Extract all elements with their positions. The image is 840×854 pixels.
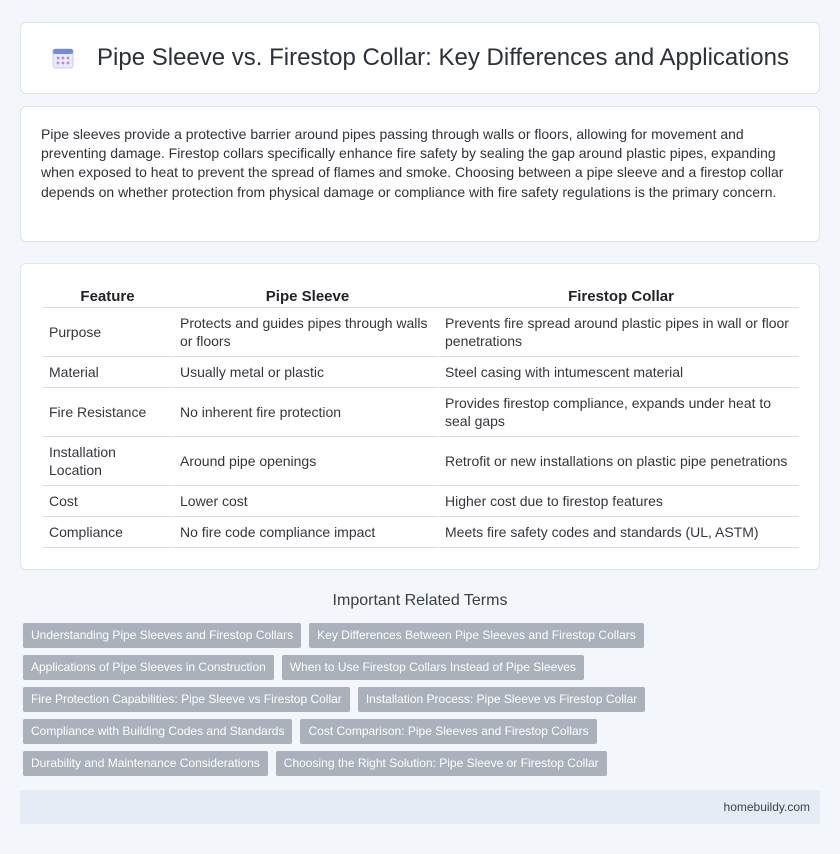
cell-feature: Fire Resistance [43,388,172,437]
footer-site-link[interactable]: homebuildy.com [723,800,810,814]
header-pipe-sleeve: Pipe Sleeve [172,284,437,308]
table-row [43,357,799,388]
related-term-link[interactable]: Cost Comparison: Pipe Sleeves and Firestop Collars [300,719,596,744]
related-term-link[interactable]: Durability and Maintenance Considerations [23,751,268,776]
intro-card [20,106,820,242]
cell-firestop-collar: Provides firestop compliance, expands under heat to seal gaps [437,388,799,437]
footer [20,790,820,824]
intro-paragraph: Pipe sleeves provide a protective barrier around pipes passing through walls or floors, allowing for movement and preventing damage. Firestop collars specifically enhance fire safety by sealing the gap around plastic pipes, expanding when exposed to heat to prevent the spread of flames and smoke. Choosing between a pipe sleeve and a firestop collar depends on whether protection from physical damage or compliance with fire safety regulations is the primary concern. [41,126,784,200]
header-firestop-collar: Firestop Collar [437,284,799,308]
related-terms-title: Important Related Terms [332,592,508,609]
related-term-link[interactable]: When to Use Firestop Collars Instead of Pipe Sleeves [282,655,584,680]
related-term-link[interactable]: Compliance with Building Codes and Standards [23,719,292,744]
tag-row [23,719,823,744]
cell-pipe-sleeve: Around pipe openings [172,437,437,486]
calendar-grid-icon [51,46,75,70]
header-feature: Feature [43,284,172,308]
related-term-link[interactable]: Fire Protection Capabilities: Pipe Sleeve vs Firestop Collar [23,687,350,712]
table-header-row [43,284,799,308]
cell-feature: Material [43,357,172,388]
tag-row [23,751,823,776]
page-title: Pipe Sleeve vs. Firestop Collar: Key Differences and Applications [97,44,789,71]
title-card [20,22,820,94]
cell-firestop-collar: Prevents fire spread around plastic pipes in wall or floor penetrations [437,308,799,357]
cell-feature: Compliance [43,517,172,548]
cell-firestop-collar: Higher cost due to firestop features [437,486,799,517]
cell-pipe-sleeve: Protects and guides pipes through walls or floors [172,308,437,357]
table-row [43,517,799,548]
cell-pipe-sleeve: No fire code compliance impact [172,517,437,548]
cell-pipe-sleeve: No inherent fire protection [172,388,437,437]
tag-row [23,655,823,680]
table-row [43,308,799,357]
cell-pipe-sleeve: Lower cost [172,486,437,517]
tag-row [23,687,823,712]
comparison-table [43,284,799,548]
related-term-link[interactable]: Key Differences Between Pipe Sleeves and Firestop Collars [309,623,644,648]
related-term-link[interactable]: Understanding Pipe Sleeves and Firestop Collars [23,623,301,648]
cell-feature: Installation Location [43,437,172,486]
related-term-link[interactable]: Installation Process: Pipe Sleeve vs Firestop Collar [358,687,645,712]
comparison-table-card [20,263,820,570]
table-row [43,486,799,517]
related-terms-list [23,623,823,783]
tag-row [23,623,823,648]
table-row [43,437,799,486]
related-term-link[interactable]: Applications of Pipe Sleeves in Construction [23,655,274,680]
cell-pipe-sleeve: Usually metal or plastic [172,357,437,388]
table-row [43,388,799,437]
related-term-link[interactable]: Choosing the Right Solution: Pipe Sleeve or Firestop Collar [276,751,607,776]
cell-firestop-collar: Steel casing with intumescent material [437,357,799,388]
cell-feature: Cost [43,486,172,517]
cell-firestop-collar: Retrofit or new installations on plastic pipe penetrations [437,437,799,486]
cell-feature: Purpose [43,308,172,357]
cell-firestop-collar: Meets fire safety codes and standards (UL, ASTM) [437,517,799,548]
